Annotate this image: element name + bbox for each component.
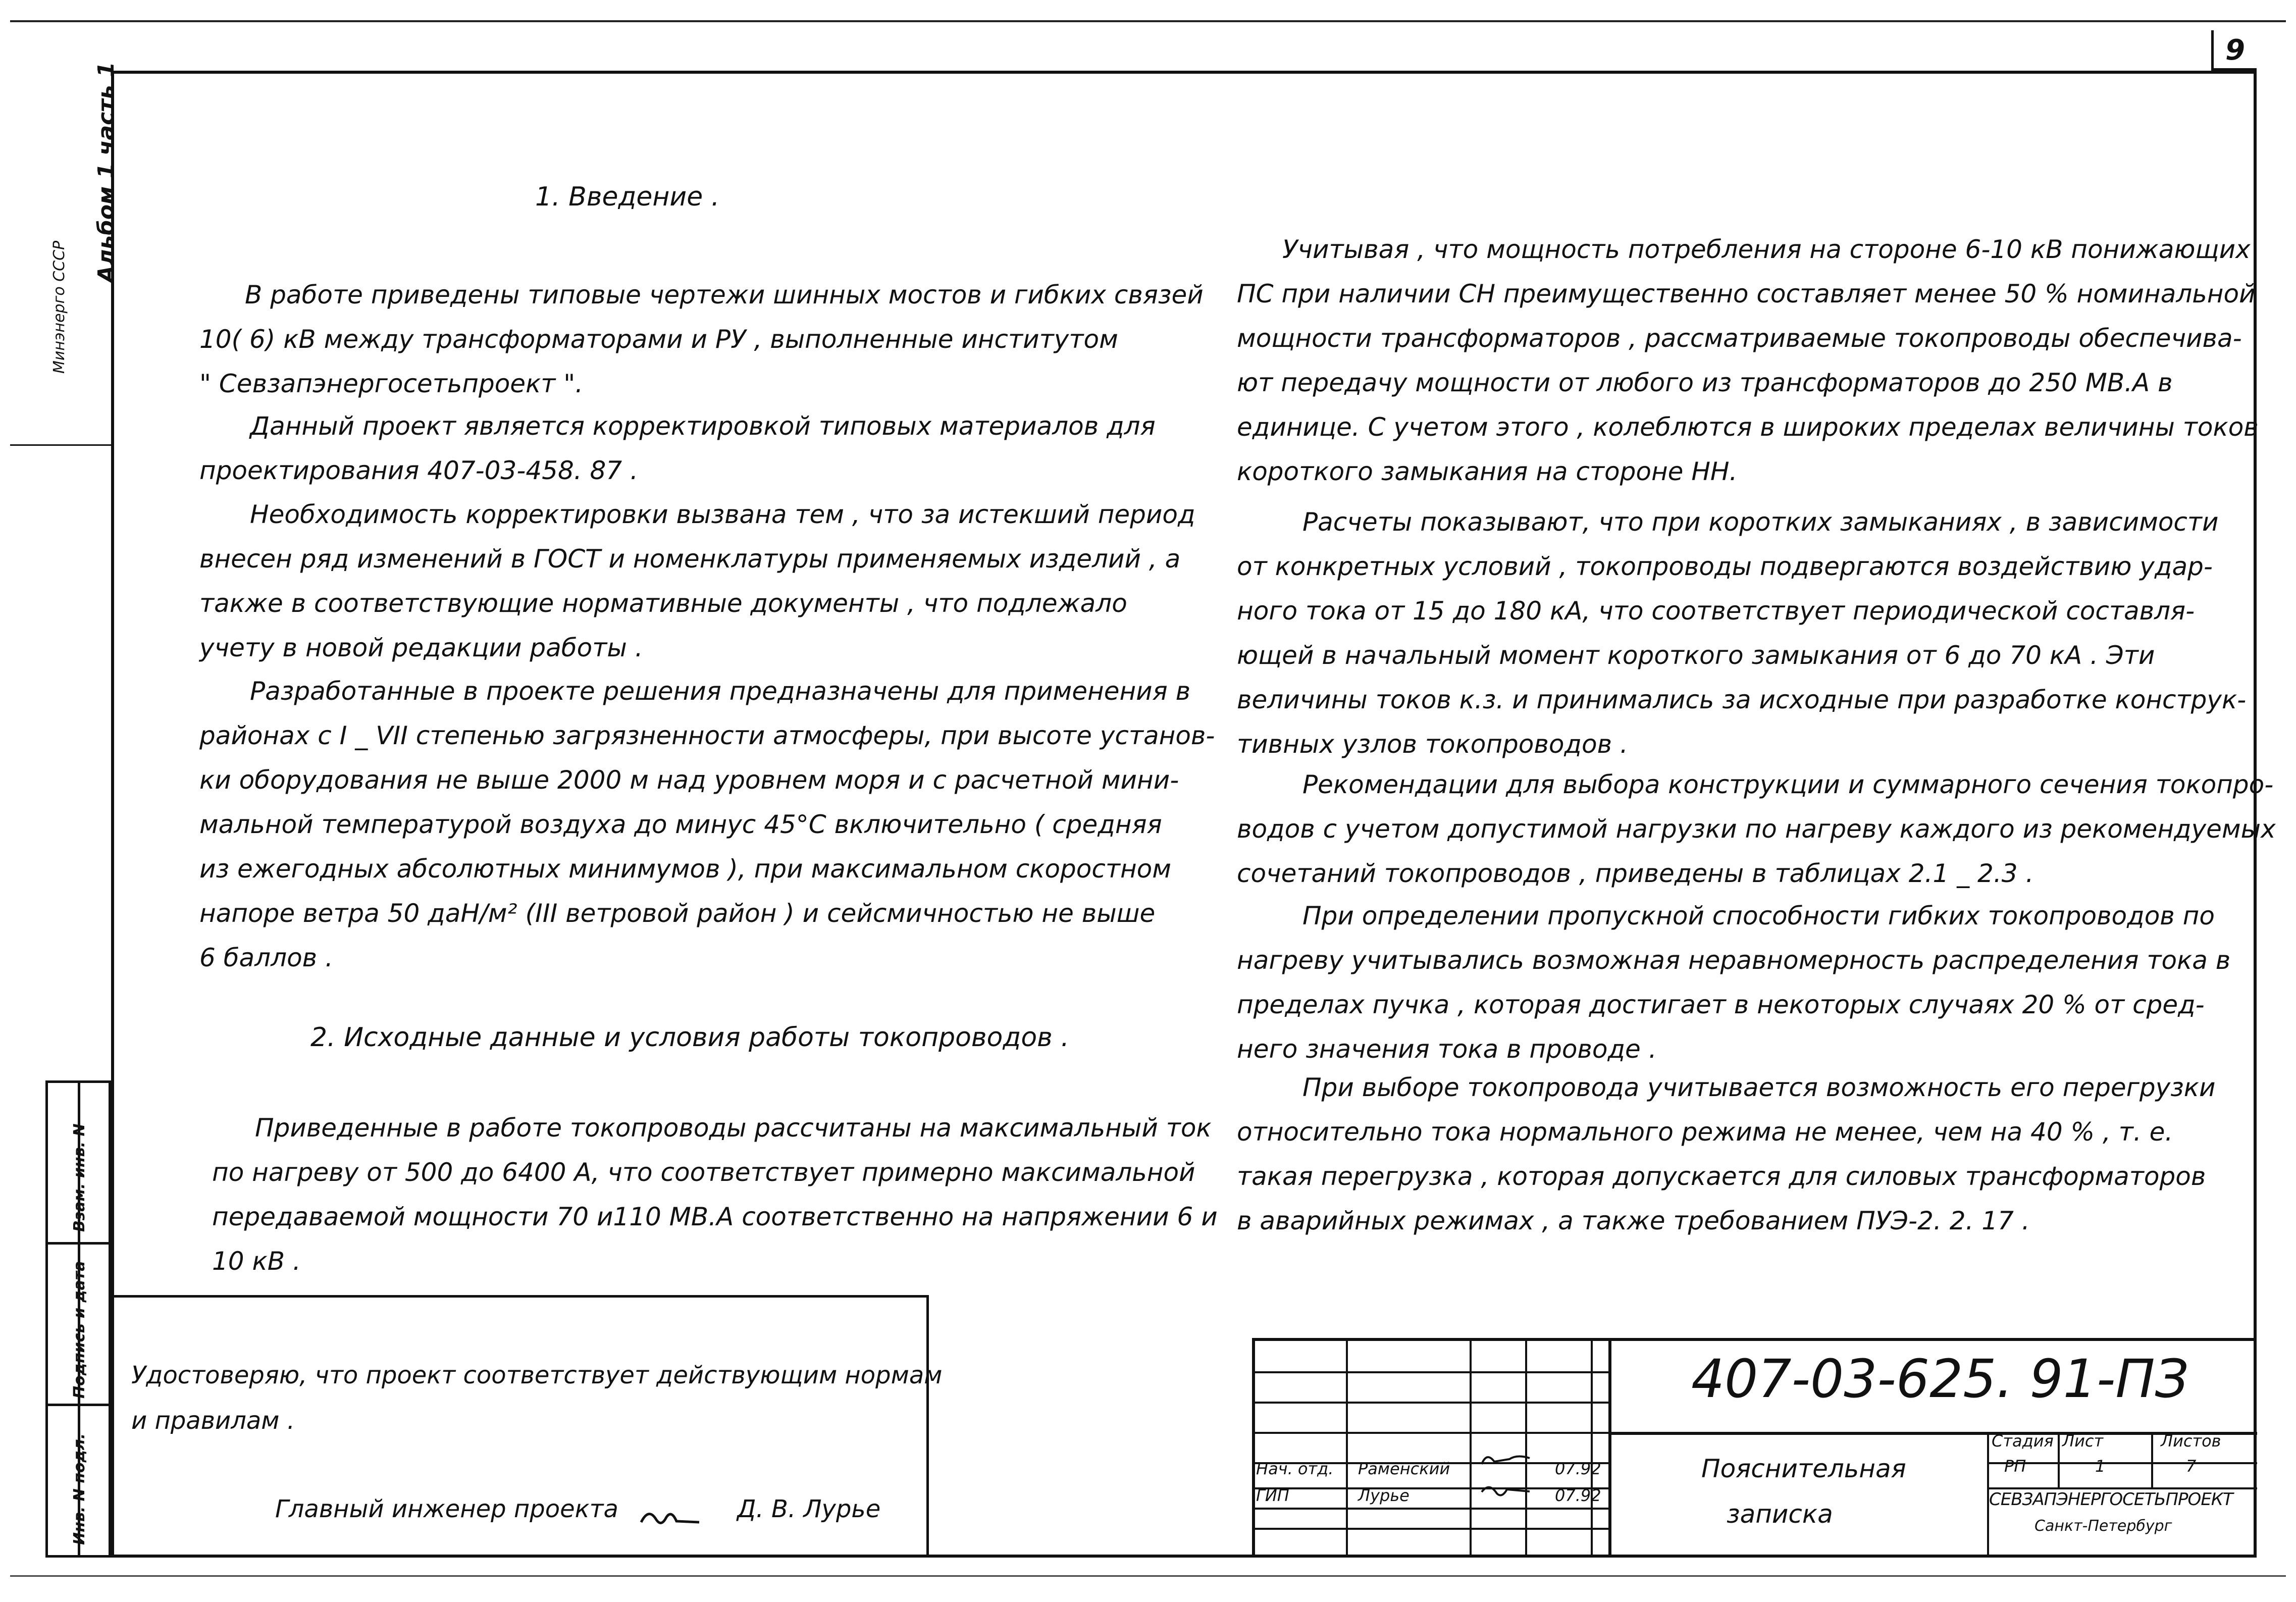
tb-hline-2 (1255, 1402, 1608, 1404)
tb-signature-2 (1479, 1479, 1535, 1500)
album-label: Альбом 1 часть 1 (93, 62, 119, 283)
section1-paragraph-3: Необходимость корректировки вызвана тем , что за истекший период внесен ряд изменений в ГОСТ и номенклатуры применяемых изделий , а также в соответствующие нормативные документы , что подлежало учету в новой редакции работы . (199, 500, 1195, 662)
tb-hline-stage-1 (1987, 1462, 2257, 1464)
signature-mark (639, 1502, 704, 1532)
right-paragraph-3: Рекомендации для выбора конструкции и суммарного сечения токопро- водов с учетом допустимой нагрузки по нагреву каждого из рекомендуемых сочетаний токопроводов , приведены в таблицах 2.1 _ 2.3 . (1237, 770, 2276, 888)
tb-row2-role: ГИП (1256, 1486, 1289, 1505)
tb-row1-date: 07.92 (1555, 1459, 1601, 1478)
section1-title: 1. Введение . (535, 182, 720, 212)
approval-line-2: и правилам . (131, 1407, 295, 1435)
approval-name: Д. В. Лурье (737, 1495, 881, 1523)
document-title-2: записка (1727, 1500, 1833, 1529)
section1-paragraph-4: Разработанные в проекте решения предназначены для применения в районах с I _ VII степенью загрязненности атмосферы, при высоте установ- ки оборудования не выше 2000 м над уровнем моря и с расчетной мини- мальной температурой воздуха до минус 45°С включительно ( средняя из ежегодных абсолютных минимумов ), при максимальном скоростном напоре ветра 50 даН/м² (III ветровой район ) и сейсмичностью не выше 6 баллов . (199, 677, 1215, 972)
right-paragraph-2: Расчеты показывают, что при коротких замыканиях , в зависимости от конкретных условий , токопроводы подвергаются воздействию удар- ного тока от 15 до 180 кА, что соответствует периодической составля- ющей в начальный момент короткого замыкания от 6 до 70 кА . Эти величины токов к.з. и принимались за исходные при разработке конструк- тивных узлов токопроводов . (1237, 507, 2247, 759)
tb-hline-6 (1255, 1508, 1608, 1510)
stage-value: РП (2004, 1457, 2026, 1476)
stamp-label-signature: Подпись и дата (71, 1261, 88, 1399)
bottom-line (10, 1575, 2286, 1577)
stamp-label-inventory: Инв. N подл. (71, 1433, 88, 1545)
right-paragraph-5: При выборе токопровода учитывается возможность его перегрузки относительно тока нормального режима не менее, чем на 40 % , т. е. такая перегрузка , которая допускается для силовых трансформаторов в аварийных режимах , а также требованием ПУЭ-2. 2. 17 . (1237, 1073, 2216, 1235)
tb-hline-code (1608, 1432, 2257, 1435)
tb-hline-3 (1255, 1432, 1608, 1434)
approval-role: Главный инженер проекта (275, 1495, 618, 1523)
tb-row1-role: Нач. отд. (1256, 1459, 1334, 1478)
tb-hline-7 (1255, 1528, 1608, 1530)
section2-title: 2. Исходные данные и условия работы токопроводов . (310, 1022, 1069, 1053)
approval-line-1: Удостоверяю, что проект соответствует действующим нормам (131, 1361, 943, 1389)
sheet-header: Лист (2062, 1431, 2104, 1451)
tb-row2-name: Лурье (1358, 1486, 1410, 1505)
org-label: Минэнерго СССР (50, 240, 68, 374)
section1-paragraph-2: Данный проект является корректировкой типовых материалов для проектирования 407-03-458. 87 . (199, 411, 1156, 485)
tb-row1-name: Раменский (1358, 1459, 1450, 1478)
right-paragraph-4: При определении пропускной способности гибких токопроводов по нагреву учитывались возможная неравномерность распределения тока в пределах пучка , которая достигает в некоторых случаях 20 % от сред- него значения тока в проводе . (1237, 901, 2231, 1064)
tb-vline-stage-2 (2151, 1432, 2153, 1487)
stage-header: Стадия (1992, 1431, 2054, 1451)
document-title-1: Пояснительная (1701, 1454, 1906, 1483)
top-border-line (10, 20, 2286, 22)
tb-signature-1 (1479, 1449, 1535, 1469)
document-code: 407-03-625. 91-ПЗ (1691, 1348, 2189, 1410)
organization-city: Санкт-Петербург (2034, 1517, 2172, 1535)
sheets-value: 7 (2186, 1457, 2197, 1476)
sheet-number: 9 (2211, 30, 2257, 71)
organization-name: СЕВЗАПЭНЕРГОСЕТЬПРОЕКТ (1989, 1489, 2233, 1510)
section2-paragraph-1: Приведенные в работе токопроводы рассчитаны на максимальный ток по нагреву от 500 до 6400 А, что соответствует примерно максимальной передаваемой мощности 70 и110 МВ.А соответственно на напряжении 6 и 10 кВ . (212, 1113, 1218, 1276)
sheet-value: 1 (2095, 1457, 2106, 1476)
stamp-label-replace: Взам. инв. N (71, 1123, 88, 1232)
right-paragraph-1: Учитывая , что мощность потребления на стороне 6-10 кВ понижающих ПС при наличии СН преимущественно составляет менее 50 % номинальной мощности трансформаторов , рассматриваемые токопроводы обеспечива- ют передачу мощности от любого из трансформаторов до 250 МВ.А в единице. С учетом этого , колеблются в широких пределах величины токов короткого замыкания на стороне НН. (1237, 235, 2259, 486)
tb-row2-date: 07.92 (1555, 1486, 1601, 1505)
tb-vline-stage-1 (2058, 1432, 2060, 1487)
tb-vline-5 (1608, 1341, 1611, 1556)
sheets-header: Листов (2161, 1431, 2221, 1451)
tb-hline-1 (1255, 1371, 1608, 1373)
left-separator (10, 444, 111, 446)
section1-paragraph-1: В работе приведены типовые чертежи шинных мостов и гибких связей 10( 6) кВ между трансформаторами и РУ , выполненные институтом " Севзапэнергосетьпроект ". (199, 280, 1204, 398)
